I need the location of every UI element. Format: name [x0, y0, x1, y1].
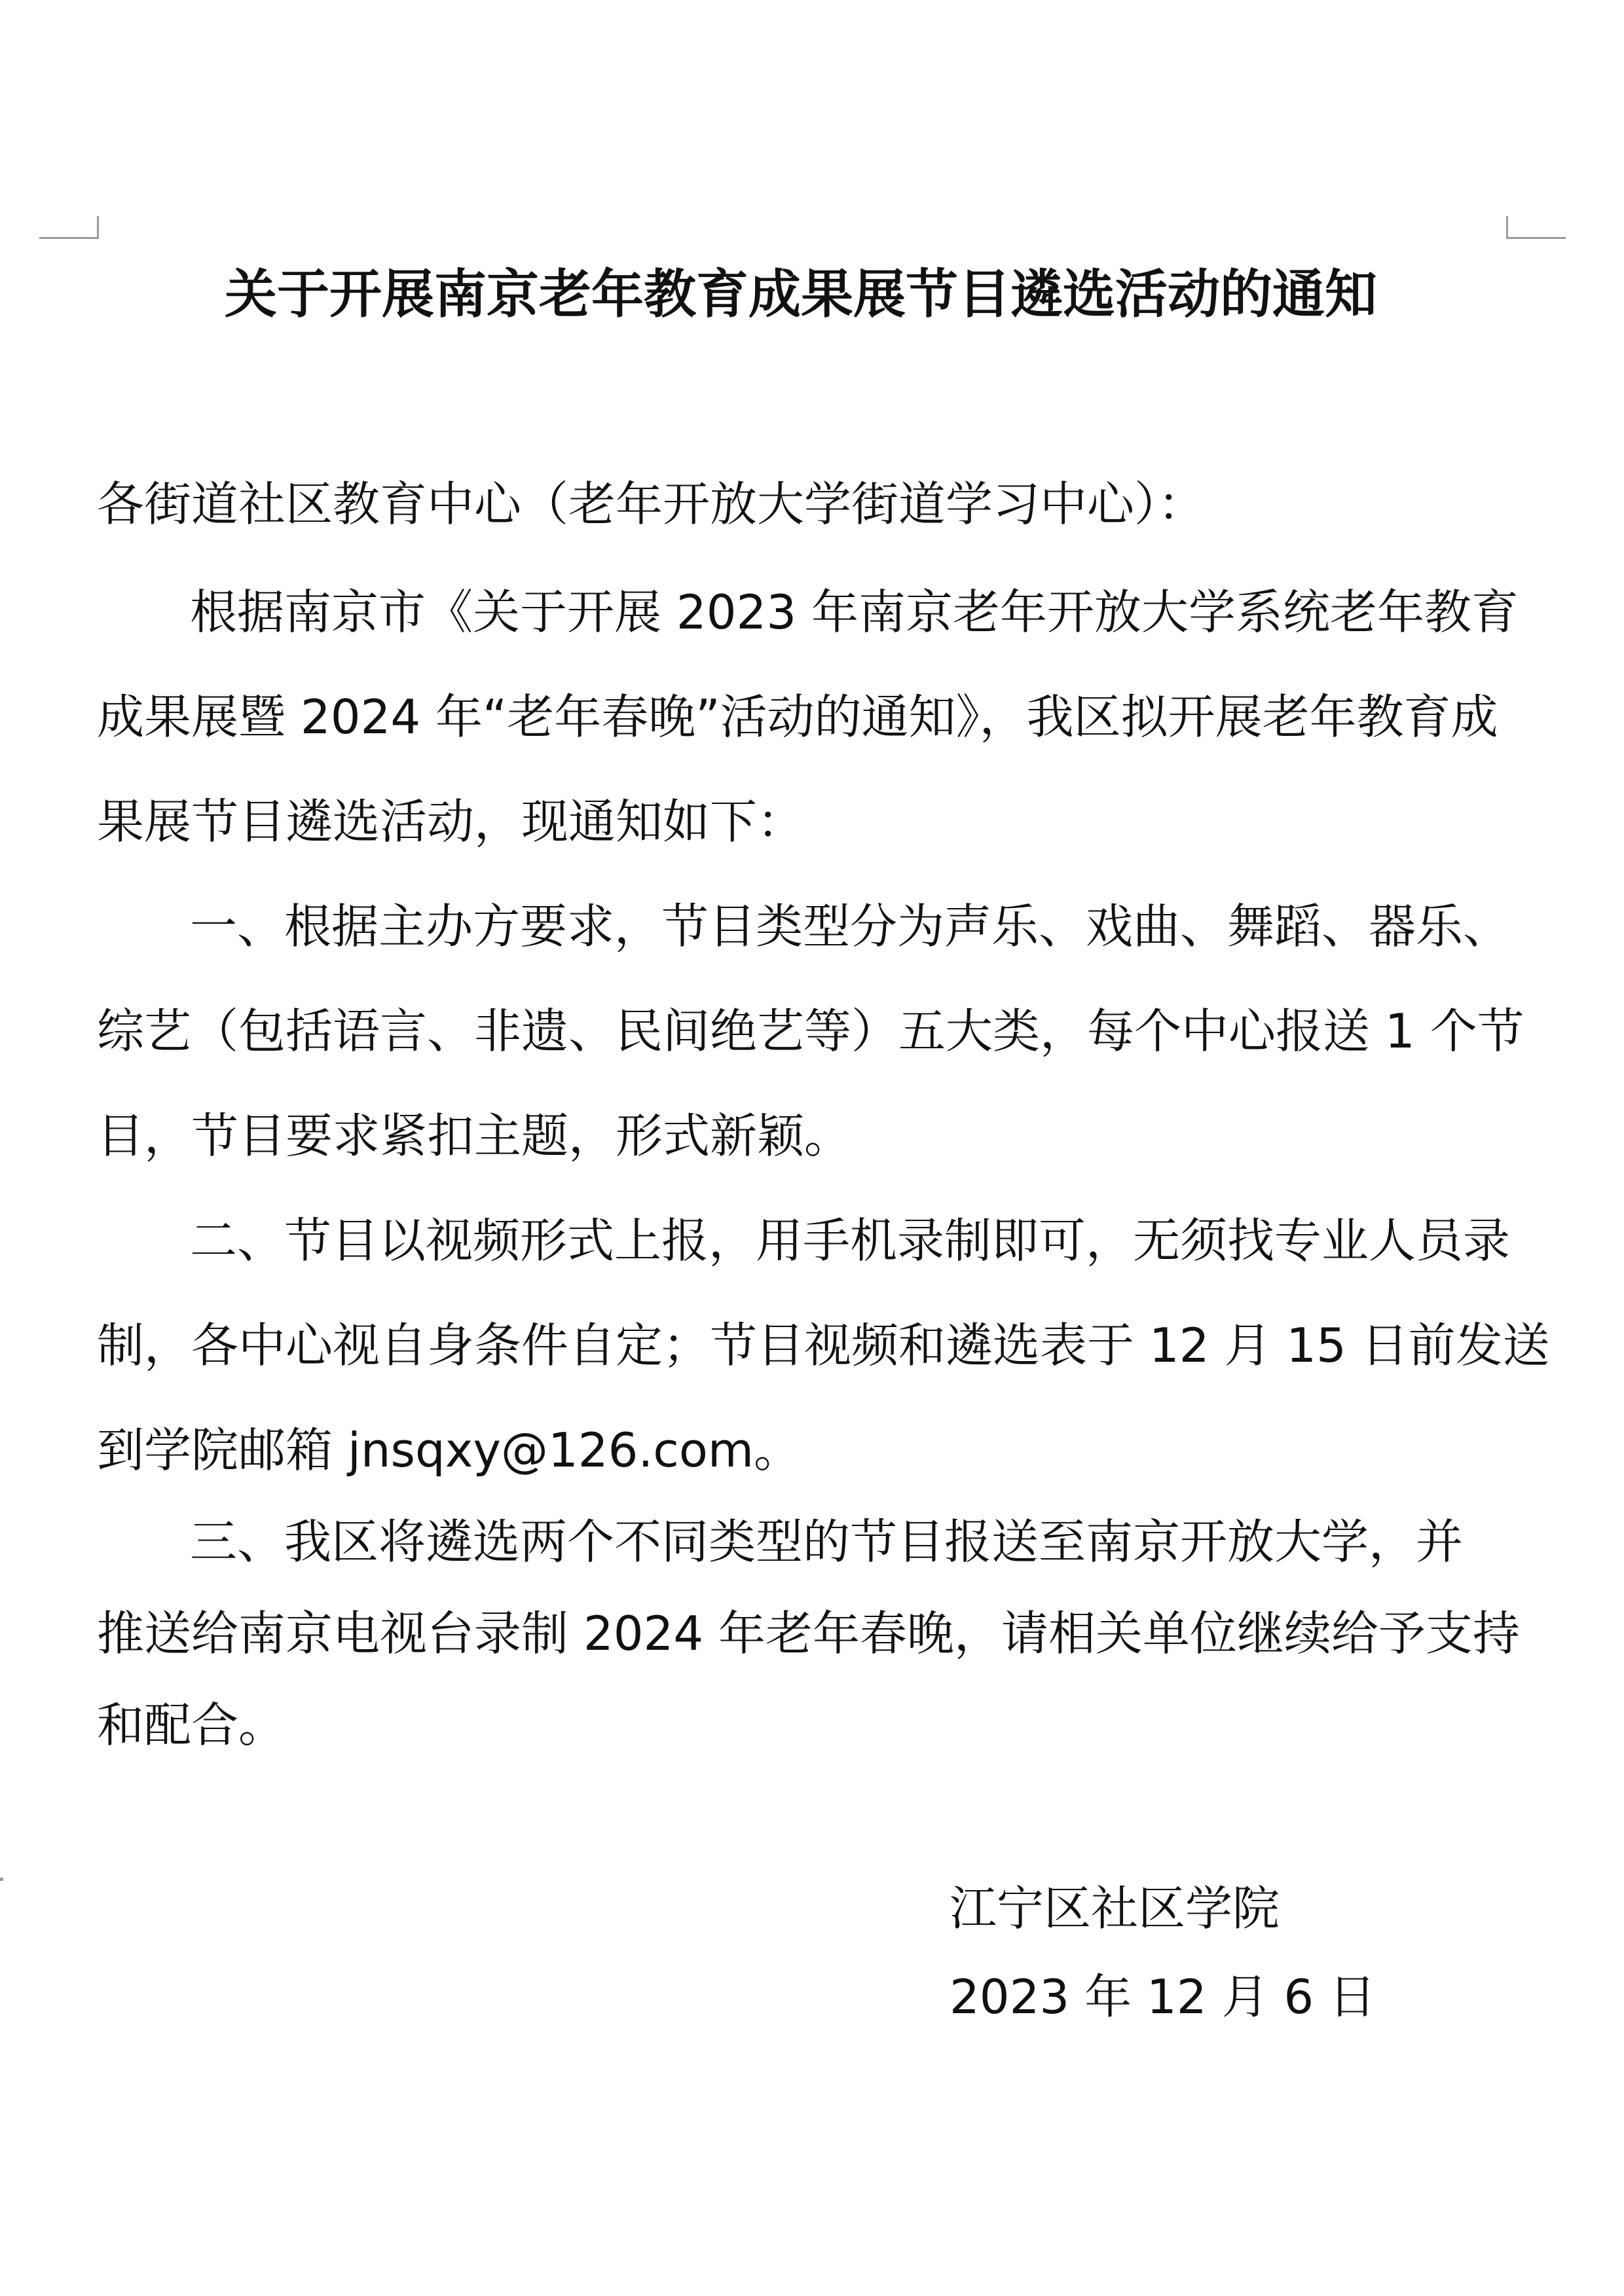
body-line-12: 和配合。: [97, 1698, 286, 1753]
signature-date: 2023 年 12 月 6 日: [950, 1969, 1376, 2024]
body-line-4: 一、根据主办方要求，节目类型分为声乐、戏曲、舞蹈、器乐、: [190, 899, 1511, 954]
signature-organization: 江宁区社区学院: [950, 1881, 1280, 1936]
body-line-1: 根据南京市《关于开展 2023 年南京老年开放大学系统老年教育: [190, 585, 1519, 640]
document-title: 关于开展南京老年教育成果展节目遴选活动的通知: [225, 264, 1377, 325]
page-corner-mark-top-left: [39, 216, 99, 239]
body-line-9: 到学院邮箱 jnsqxy@126.com。: [97, 1423, 802, 1478]
body-line-7: 二、节目以视频形式上报，用手机录制即可，无须找专业人员录: [190, 1213, 1511, 1268]
body-line-3: 果展节目遴选活动，现通知如下：: [97, 794, 805, 849]
page-edge-mark: [0, 1878, 3, 1881]
body-line-5: 综艺（包括语言、非遗、民间绝艺等）五大类，每个中心报送 1 个节: [97, 1004, 1524, 1059]
body-line-10: 三、我区将遴选两个不同类型的节目报送至南京开放大学，并: [190, 1514, 1464, 1569]
body-line-11: 推送给南京电视台录制 2024 年老年春晚，请相关单位继续给予支持: [97, 1606, 1521, 1661]
body-line-2: 成果展暨 2024 年“老年春晚”活动的通知》，我区拟开展老年教育成: [97, 689, 1498, 744]
body-line-8: 制，各中心视自身条件自定；节目视频和遴选表于 12 月 15 日前发送: [97, 1318, 1550, 1373]
body-line-6: 目，节目要求紧扣主题，形式新颖。: [97, 1108, 852, 1163]
salutation: 各街道社区教育中心（老年开放大学街道学习中心）：: [97, 477, 1206, 532]
page-corner-mark-top-right: [1506, 216, 1566, 239]
